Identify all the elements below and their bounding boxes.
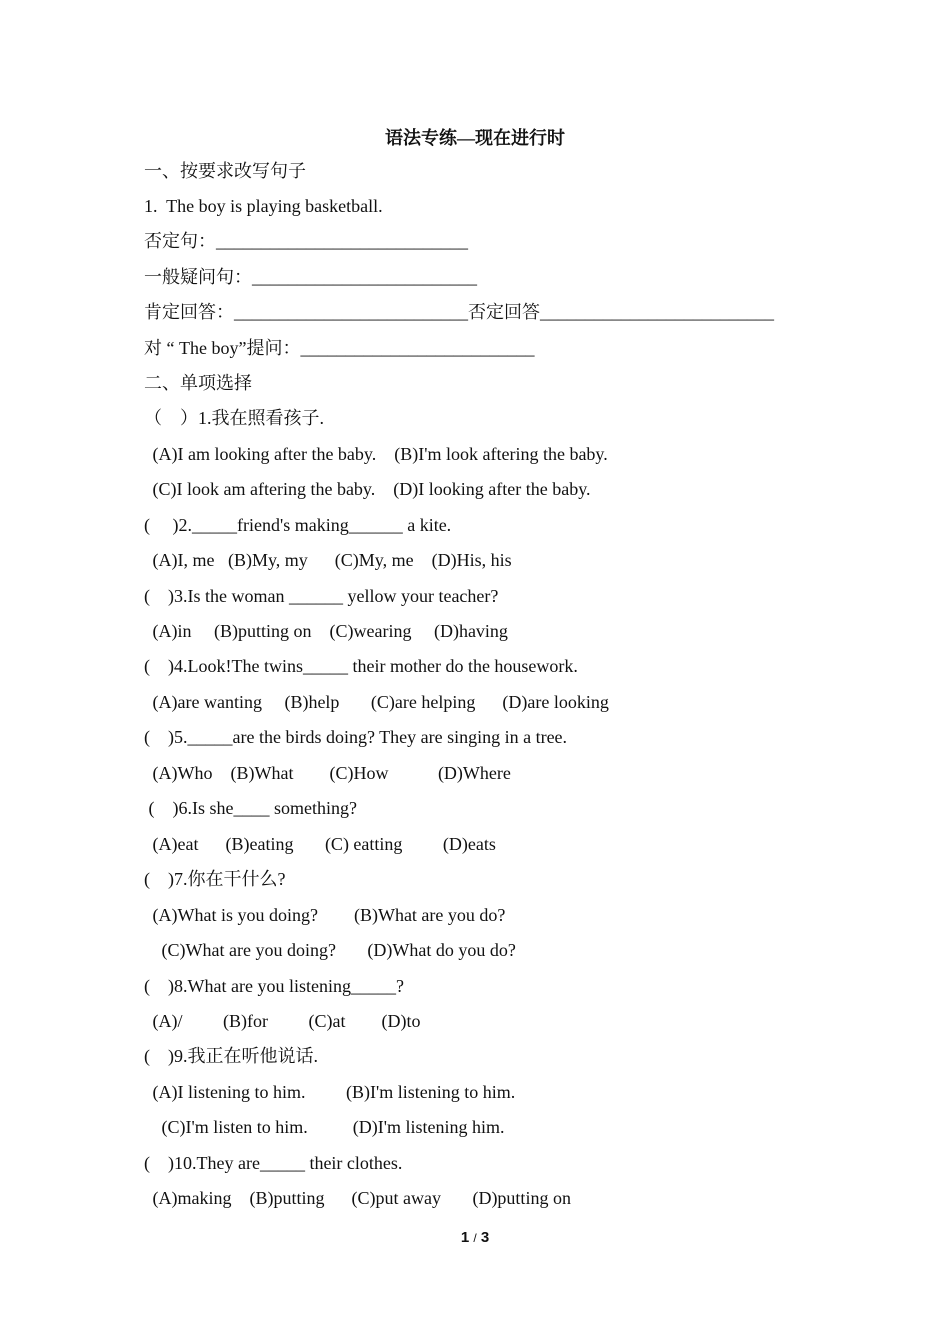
ask-about-blank: 对 “ The boy”提问：__________________________ (144, 338, 535, 358)
answers-blank: 肯定回答：__________________________否定回答__________________________ (144, 302, 774, 322)
choice-line: (C)What are you doing? (D)What do you do? (148, 940, 516, 960)
choice-line: ( )4.Look!The twins_____ their mother do the housework. (144, 656, 578, 676)
choice-line: (A)making (B)putting (C)put away (D)putting on (148, 1188, 571, 1208)
choice-line: (A)eat (B)eating (C) eatting (D)eats (148, 834, 496, 854)
total-pages: 3 (480, 1229, 490, 1246)
choice-line: (A)I, me (B)My, my (C)My, me (D)His, his (148, 550, 512, 570)
choice-line: (A)I am looking after the baby. (B)I'm look aftering the baby. (148, 444, 608, 464)
choice-line: ( )6.Is she____ something? (144, 798, 357, 818)
choice-line: (A)are wanting (B)help (C)are helping (D)are looking (148, 692, 609, 712)
choice-line: (A)/ (B)for (C)at (D)to (148, 1011, 421, 1031)
section2-heading: 二、单项选择 (144, 373, 252, 393)
choice-line: （ ）1.我在照看孩子. (144, 408, 324, 428)
page-number (0, 1229, 950, 1246)
choice-line: ( )7.你在干什么? (144, 869, 286, 889)
page-title: 语法专练—现在进行时 (385, 128, 565, 148)
question-1-sentence: 1. The boy is playing basketball. (144, 196, 383, 216)
page-separator: / (473, 1231, 477, 1245)
choice-line: ( )9.我正在听他说话. (144, 1046, 318, 1066)
negative-sentence-blank: 否定句：____________________________ (144, 231, 468, 251)
current-page: 1 (460, 1229, 470, 1246)
choice-line: (C)I'm listen to him. (D)I'm listening him. (148, 1117, 505, 1137)
section1-heading: 一、按要求改写句子 (144, 161, 306, 181)
choice-line: ( )5._____are the birds doing? They are singing in a tree. (144, 727, 568, 747)
choice-line: (A)What is you doing? (B)What are you do? (148, 905, 506, 925)
choice-line: (C)I look am aftering the baby. (D)I looking after the baby. (148, 479, 591, 499)
choice-line: ( )3.Is the woman ______ yellow your teacher? (144, 586, 499, 606)
choice-line: (A)I listening to him. (B)I'm listening to him. (148, 1082, 516, 1102)
choice-line: ( )10.They are_____ their clothes. (144, 1153, 403, 1173)
choice-line: ( )8.What are you listening_____? (144, 976, 404, 996)
general-question-blank: 一般疑问句：_________________________ (144, 267, 477, 287)
choice-line: (A)Who (B)What (C)How (D)Where (148, 763, 511, 783)
choice-line: ( )2._____friend's making______ a kite. (144, 515, 452, 535)
choice-line: (A)in (B)putting on (C)wearing (D)having (148, 621, 508, 641)
